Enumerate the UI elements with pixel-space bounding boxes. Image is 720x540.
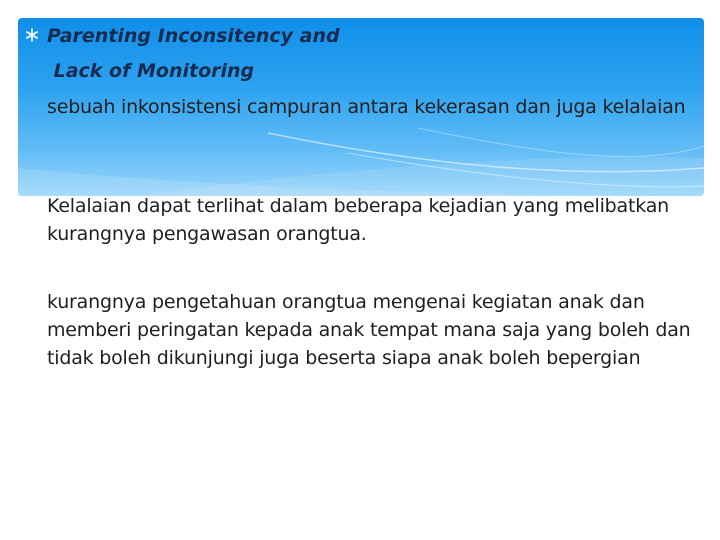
heading-line-1: Parenting Inconsitency and [47,25,340,47]
heading-line-2: Lack of Monitoring [47,60,255,82]
paragraph-1: sebuah inkonsistensi campuran antara kekerasan dan juga kelalaian [47,96,686,118]
paragraph-2: Kelalaian dapat terlihat dalam beberapa kejadian yang melibatkan kurangnya pengawasan orangtua. [47,195,669,245]
paragraph-3: kurangnya pengetahuan orangtua mengenai kegiatan anak dan memberi peringatan kepada anak tempat mana saja yang boleh dan tidak boleh dikunjungi juga beserta siapa anak boleh bepergian [47,291,691,369]
asterisk-bullet-icon [24,27,40,43]
